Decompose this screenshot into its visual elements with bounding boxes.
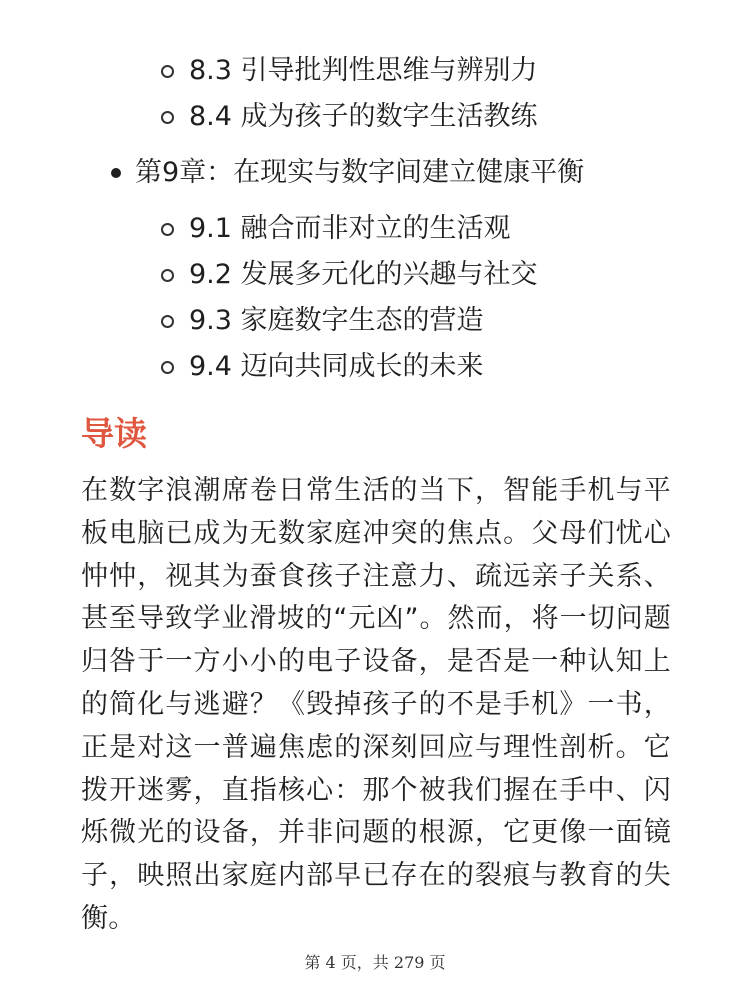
toc-item-8-4[interactable] — [0, 94, 538, 140]
toc-item-label: 9.2 发展多元化的兴趣与社交 — [189, 259, 538, 290]
toc-item-label: 9.4 迈向共同成长的未来 — [189, 351, 484, 382]
section-heading: 导读 — [81, 414, 147, 453]
toc-item-9-4[interactable] — [0, 344, 538, 390]
toc-item-label: 8.4 成为孩子的数字生活教练 — [189, 101, 538, 132]
intro-paragraph: 在数字浪潮席卷日常生活的当下，智能手机与平板电脑已成为无数家庭冲突的焦点。父母们忧心忡忡，视其为蚕食孩子注意力、疏远亲子关系、甚至导致学业滑坡的“元凶”。然而，将一切问题归咎于一方小小的电子设备，是否是一种认知上的简化与逃避？《毁掉孩子的不是手机》一书，正是对这一普遍焦虑的深刻回应与理性剖析。它拨开迷雾，直指核心：那个被我们握在手中、闪烁微光的设备，并非问题的根源，它更像一面镜子，映照出家庭内部早已存在的裂痕与教育的失衡。 — [81, 475, 671, 934]
toc-chapter-9[interactable] — [0, 150, 750, 196]
hollow-bullet-icon — [161, 269, 174, 282]
toc-item-8-3[interactable] — [0, 48, 538, 94]
hollow-bullet-icon — [161, 223, 174, 236]
hollow-bullet-icon — [161, 315, 174, 328]
hollow-bullet-icon — [161, 65, 174, 78]
toc-item-label: 9.3 家庭数字生态的营造 — [189, 305, 484, 336]
toc-item-label: 9.1 融合而非对立的生活观 — [189, 213, 511, 244]
toc-item-9-2[interactable] — [0, 252, 538, 298]
toc-item-9-3[interactable] — [0, 298, 538, 344]
toc-chapter-label: 第9章：在现实与数字间建立健康平衡 — [135, 157, 585, 188]
toc-chapter8-sublist — [0, 48, 538, 140]
toc-item-label: 8.3 引导批判性思维与辨别力 — [189, 55, 538, 86]
hollow-bullet-icon — [161, 111, 174, 124]
page-number-footer: 第 4 页，共 279 页 — [304, 953, 446, 972]
toc-item-9-1[interactable] — [0, 206, 538, 252]
hollow-bullet-icon — [161, 361, 174, 374]
toc-chapter9-sublist — [0, 206, 538, 390]
filled-bullet-icon — [111, 168, 121, 178]
